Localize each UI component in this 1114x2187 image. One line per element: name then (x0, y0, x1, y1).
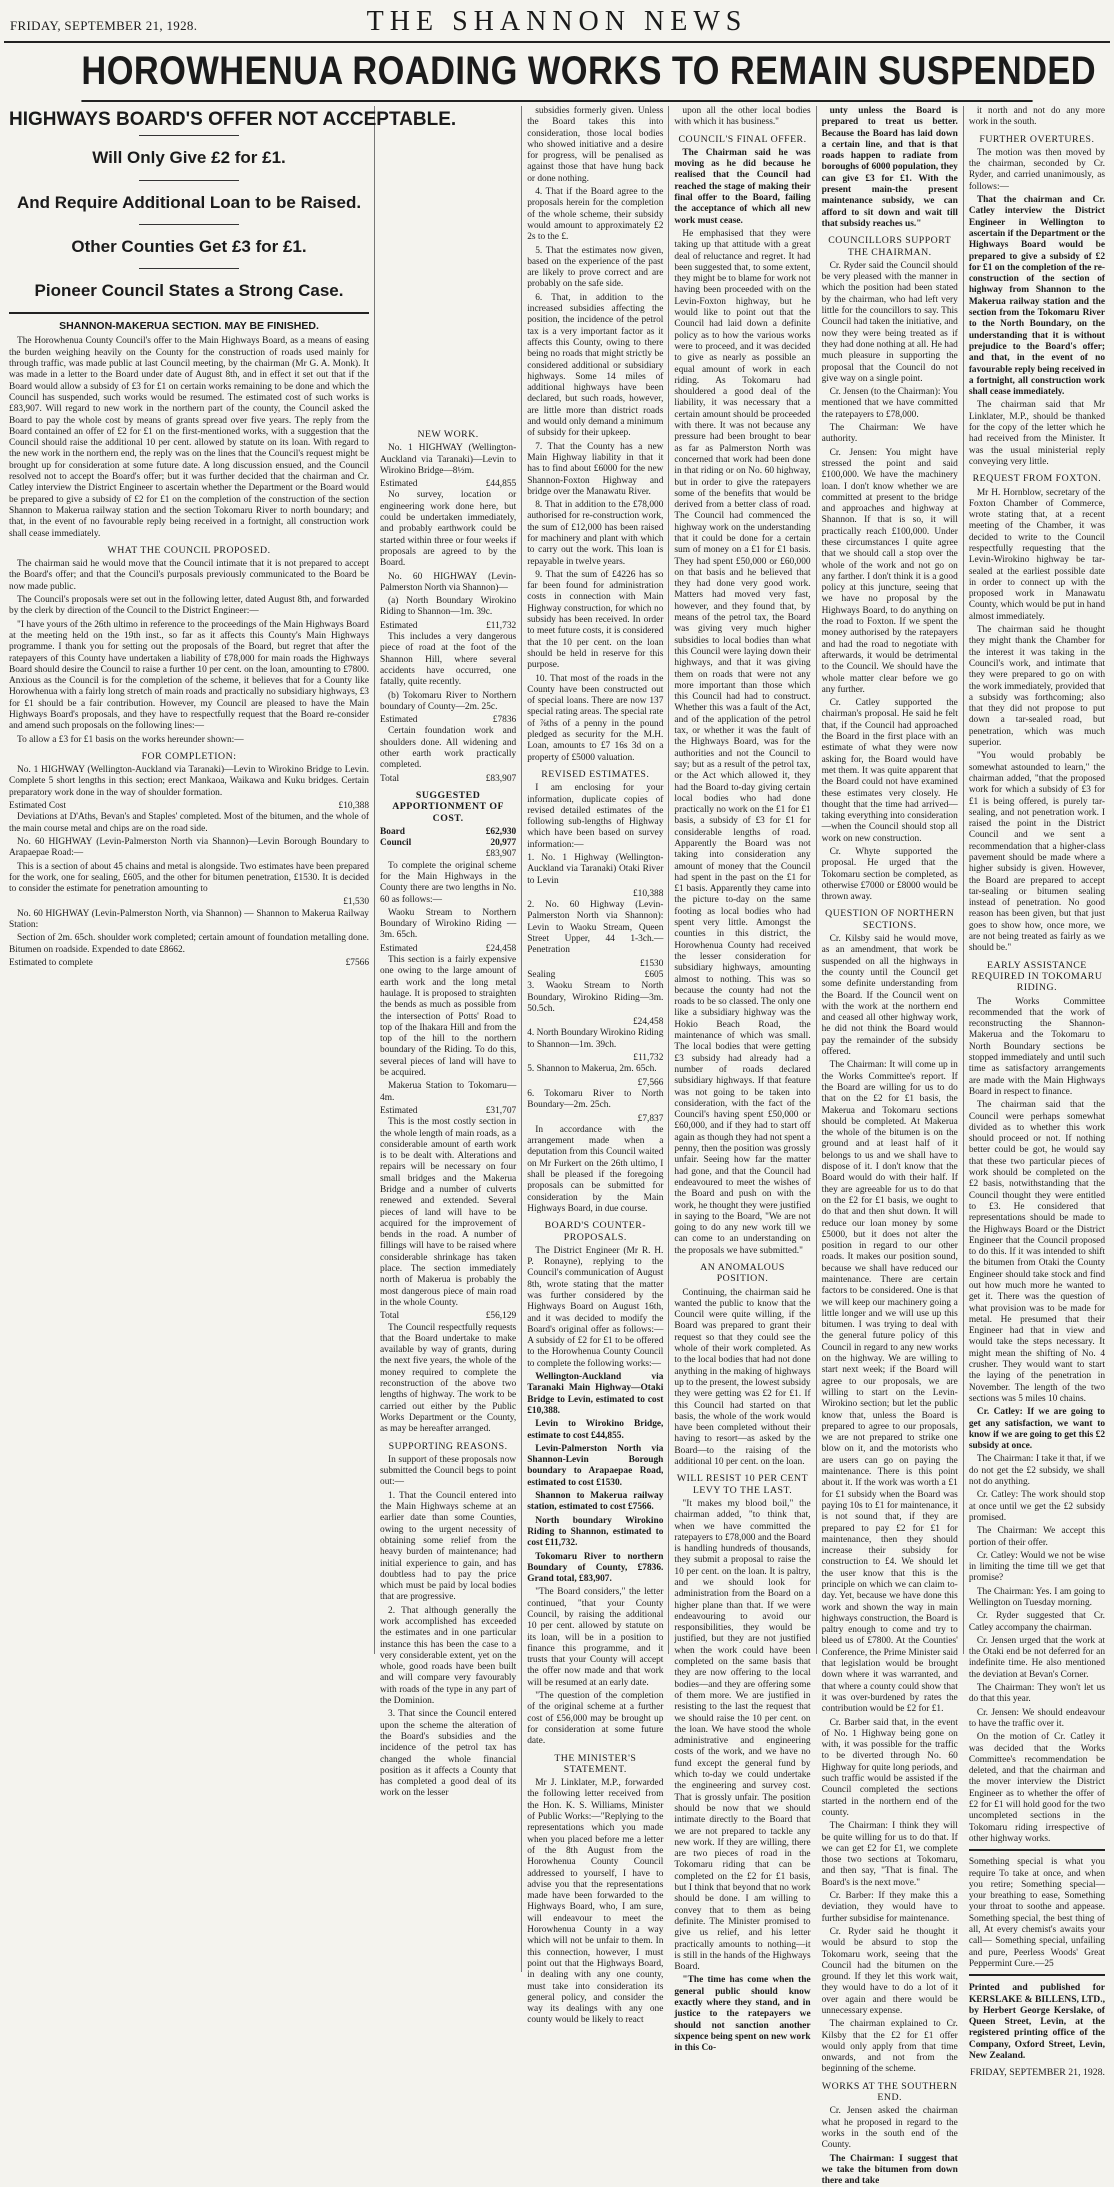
subheading: COUNCILLORS SUPPORT THE CHAIRMAN. (828, 235, 952, 258)
subheading: QUESTION OF NORTHERN SECTIONS. (825, 908, 955, 931)
estimate-row (527, 1078, 663, 1089)
estimate-row (380, 1106, 516, 1117)
subheading: AN ANOMALOUS POSITION. (700, 1261, 785, 1285)
section-rule (969, 1974, 1105, 1976)
paragraph: 5. That the estimates now given, based on the experience of the past are likely to prove correct and are probably on the safe side. (527, 245, 664, 290)
estimate-row (380, 715, 516, 726)
paragraph: Wellington-Auckland via Taranaki Main Highway—Otaki Bridge to Levin, estimated to cost £10,388. (527, 1372, 664, 1416)
paragraph: it north and not do any more work in the south. (968, 106, 1106, 128)
deck-line-3: And Require Additional Loan to be Raised. (16, 192, 362, 212)
section-rule (969, 1849, 1105, 1851)
deck-line-4: Other Counties Get £3 for £1. (71, 236, 307, 256)
paragraph: The chairman said he would move that the Council intimate that it is not prepared to accept the Board's offer; and that the Council's purposals previously communicated to the Board be now made public. (9, 559, 369, 592)
paragraph: (a) North Boundary Wirokino Riding to Shannon—1m. 39c. (380, 596, 517, 618)
paragraph: Shannon to Makerua railway station, estimated to cost £7566. (527, 1491, 664, 1513)
apportion-label: Council (380, 838, 412, 849)
subheading: SUPPORTING REASONS. (388, 1440, 508, 1452)
paragraph: Cr. Jensen: You might have stressed the point and said £100,000. We have the machinery loan. I don't know whether we are committed at present to the bridge and approaches and highway at Shannon. If that is so, it will practically reach £100,000. Under these circumstances I quite agree that we should call a stop over the whole of the work and not go on any farther. I don't think it is a good policy at this juncture, seeing that we have no proposal by the Highways Board, to do anything on the road to Foxton. If we spent the money authorised by the ratepayers and had the road to negotiate with afterwards, it would be detrimental to the Council. We should have the whole matter clear before we go any further. (821, 447, 958, 695)
headline: HOROWHENUA ROADING WORKS TO REMAIN SUSPENDED (81, 49, 1032, 102)
estimate-label: Estimated (380, 715, 418, 726)
paragraph: Cr. Jensen asked the chairman what he proposed in regard to the works in the south end of the County. (821, 2106, 958, 2151)
paragraph: This is the most costly section in the whole length of main roads, as a considerable amount of earth work is to be dealt with. Alterations and repairs will be necessary on four small bridges and the Makerua Bridge and a number of culverts renewed and extended. Several pieces of land will have to be acquired for the improvement of bends in the road. A number of fillings will have to be raised where considerable shrinkage has taken place. The section immediately north of Makerua is probably the most dangerous piece of main road in the whole County. (380, 1117, 517, 1308)
paragraph: The motion was then moved by the chairman, seconded by Cr. Ryder, and carried unanimously, as follows:— (968, 147, 1106, 192)
estimate-label: Estimated (380, 1105, 418, 1116)
paragraph: Mr H. Hornblow, secretary of the Foxton Chamber of Commerce, wrote stating that, at a recent meeting of the Chamber, it was decided to write to the Council respectfully requesting that the Levin-Wirokino highway be tar-sealed at the earliest possible date in order to connect up with the proposed work in Manawatu County, which would be put in hand almost immediately. (968, 487, 1106, 622)
total-row (380, 1311, 516, 1322)
paragraph: Section of 2m. 65ch. shoulder work completed; certain amount of foundation metalling done. Bitumen on roadside. Expended to date £8662. (9, 933, 369, 955)
paragraph: 4. That if the Board agree to the proposals herein for the completion of the whole scheme, their subsidy would amount to approximately £2 2s to the £. (527, 187, 664, 243)
estimate-item: 2. No. 60 Highway (Levin-Palmerston North via Shannon): Levin to Waoku Stream, Queen Street Upper, 44 1-3ch.—Penetration (527, 900, 664, 956)
estimate-value: £11,732 (486, 620, 517, 631)
subheading: SUGGESTED APPORTIONMENT OF COST. (392, 789, 504, 824)
section-heading: SHANNON-MAKERUA SECTION. MAY BE FINISHED. (59, 320, 319, 333)
subheading: WILL RESIST 10 PER CENT LEVY TO THE LAST. (676, 1473, 809, 1496)
estimate-label: Sealing (527, 969, 556, 980)
estimate-value: £44,855 (485, 479, 517, 490)
estimate-item: 6. Tokomaru River to North Boundary—2m. 25ch. (527, 1088, 664, 1111)
paragraph: Deviations at D'Aths, Bevan's and Staples' completed. Most of the bitumen, and the whole of the main course metal and chips are on the road side. (9, 812, 369, 834)
estimate-value: £7836 (492, 715, 517, 726)
estimate-row (9, 897, 369, 908)
paragraph: No. 60 HIGHWAY (Levin-Palmerston North, via Shannon) — Shannon to Makerua Railway Station: (9, 908, 369, 931)
paragraph: Cr. Ryder said the Council should be very pleased with the manner in which the position had been stated by the chairman, who had left very little for the councillors to say. This Council had taken the initiative, and now they were being treated as if they had done nothing at all. He had much pleasure in supporting the proposal that the Council do not give way on a single point. (821, 260, 958, 384)
subheading: EARLY ASSISTANCE REQUIRED IN TOKOMARU RIDING. (971, 959, 1103, 994)
newspaper-page (4, 4, 1110, 2187)
paragraph: 8. That in addition to the £78,000 authorised for re-construction work, the sum of £12,000 has been raised for machinery and plant with which to carry out the work. This loan is repayable in twelve years. (527, 500, 664, 567)
paragraph: Mr J. Linklater, M.P., forwarded the following letter received from the Hon. K. S. Williams, Minister of Public Works:—"Replying to the representations which you made when you placed before me a letter of the 8th August from the Horowhenua County Council addressed to yourself, I have to advise you that the representations made have been forwarded to the Highways Board, who, I am sure, will endeavour to meet the Horowhenua County in a way which will not be unfair to them. In this connection, however, I must point out that the Highways Board, in dealing with any one county, must take into consideration its general policy, and consider the way its dealings with any one county would be likely to react (527, 1778, 664, 2026)
estimate-label: Estimated (380, 479, 418, 490)
paragraph: The Chairman: It will come up in the Works Committee's report. If the Board are willing for us to do that on the £2 for £1 basis, the Makerua and Tokomaru sections should be completed. At Makerua the whole of the bitumen is on the ground and at least half of it belongs to us and we shall have to dispose of it. I don't know that the Board would do with their half. If they are agreeable for us to do that on the £2 for £1 basis, we ought to do that and then shut down. It will reduce our loan money by some £5000, but it does not alter the position in regard to our other roads. It makes our position sound, because we shall have reduced our maintenance. There are certain factors to be considered. One is that we will keep our machinery going a little longer and we will use up this bitumen. I was trying to deal with the general future policy of this Council in regard to any new works on the highway. We are willing to start next week; if the Board will agree to our proposals, we are willing to start on the Levin-Wirokino section; but let the public know that, unless the Board is prepared to agree to our proposals, we are not prepared to strike one blow on it, and the motorists who are users can go on paying the maintenance. There is this point about it. If the work was worth a £1 for £1 subsidy when the Board was paying 10s to £1 for maintenance, it is not sound that, if they are prepared to pay £2 for £1 for maintenance, then they should increase their subsidy for construction to £4. We should let the user know that this is the principle on which we can claim to-day. Yet, because we have done this work and shown the way in main highways construction, the Board is paltry enough to come and try to bleed us of £7800. At the Counties' Conference, the Prime Minister said that legislation would be brought down where it was warranted, and that where a county could show that it was over-burdened by rates the contribution would be £2 for £1. (821, 1060, 958, 1715)
paragraph: The Horowhenua County Council's offer to the Main Highways Board, as a means of easing the burden weighing heavily on the County for the construction of roads used mainly for through traffic, was made public at last Council meeting, by the chairman (Mr G. A. Monk). It was made in a letter to the Board under date of August 8th, and in effect it set out that if the Board would allow a subsidy of £3 for £1 on certain works remaining to be done and which the Council has suspended, such works would be resumed. The estimated cost of such works is £83,907. Will regard to new work in the northern part of the county, the Council asked the Board to pay the whole cost by means of grants spread over five years. The reply from the Board contained an offer of £2 for £1 on the first-mentioned works, with a suggestion that the Council should raise the additional 10 per cent. allowed by statute on its loan. With regard to the new work in the northern end, the reply was on the lines that the Council's request might be brought up for consideration at some future date. A long discussion ensued, and the Council resolved not to accept the Board's offer; but it was further decided that the chairman and Cr. Catley interview the District Engineer to ascertain whether the Department or the Board would be prepared to give a subsidy of £2 for £1 on the completion of the construction of the section Shannon to Makerua railway station and the section Tokomaru River to north boundary; and that, in the event of no favourable reply being received in a fortnight, all construction work shall cease immediately. (9, 336, 369, 539)
paragraph: The Chairman: We have authority. (821, 423, 958, 445)
apportion-sum: £83,907 (485, 849, 517, 860)
paragraph: That the chairman and Cr. Catley interview the District Engineer in Wellington to ascertain if the Department or the Highways Board would be prepared to give a subsidy of £2 for £1 on the completion of the re-construction of the section of highway from Shannon to the Makerua railway station and the section from the Tokomaru River to the North Boundary, on the understanding that it is without prejudice to the Board's offer; and that, in the event of no favourable reply being received in a fortnight, all construction work shall cease immediately. (968, 195, 1106, 398)
apportion-value: £62,930 (485, 826, 517, 837)
subheading: FURTHER OVERTURES. (979, 133, 1095, 145)
paragraph: "The question of the completion of the original scheme at a further cost of £56,000 may be brought up for consideration at some future date. (527, 1691, 664, 1747)
deck-line-5: Pioneer Council States a Strong Case. (34, 281, 344, 301)
estimate-value: £605 (644, 969, 664, 980)
estimate-row (527, 1017, 663, 1028)
paragraph: To allow a £3 for £1 basis on the works hereunder shown:— (17, 734, 244, 745)
paragraph: Cr. Catley: Would we not be wise in limiting the time till we get that promise? (968, 1550, 1106, 1584)
paragraph: The District Engineer (Mr R. H. P. Ronayne), replying to the Council's communication of August 8th, wrote stating that the matter was further considered by the Highways Board on August 16th, and it was decided to modify the Board's original offer as follows:—A subsidy of £2 for £1 to be offered to the Horowhenua County Council to complete the following works:— (527, 1245, 664, 1369)
subheading: NEW WORK. (417, 429, 479, 440)
estimate-item: 3. Waoku Stream to North Boundary, Wirokino Riding—3m. 50.5ch. (527, 981, 664, 1014)
estimate-value: £11,732 (633, 1053, 664, 1064)
advertisement: Something special is what you require To take at once, and when you retire; Something special—your breathing to ease, Something your throat to soothe and appease. Something special, the best thing of all, At every chemist's awaits your call— Something special, unfailing and pure, Peerless Woods' Great Peppermint Cure.—25 (968, 1857, 1106, 1969)
column-4 (669, 106, 816, 2054)
deck-line-1: HIGHWAYS BOARD'S OFFER NOT ACCEPTABLE. (9, 109, 457, 130)
deck-line-2: Will Only Give £2 for £1. (92, 148, 286, 168)
apportion-value: 20,977 (490, 838, 517, 849)
paragraph: Cr. Barber: If they make this a deviation, they would have to further subsidise for maintenance. (821, 1891, 958, 1924)
masthead-title: THE SHANNON NEWS (366, 6, 748, 37)
paragraph: Cr. Jensen urged that the work at the Otaki end be not deferred for an indefinite time. He also mentioned the deviation at Bevan's Corner. (968, 1635, 1106, 1680)
estimate-row (527, 970, 663, 981)
paragraph: Makerua Station to Tokomaru—4m. (380, 1081, 517, 1103)
estimate-value: £1,530 (343, 897, 369, 908)
subheading: COUNCIL'S FINAL OFFER. (678, 133, 807, 145)
paragraph: "I have yours of the 26th ultimo in reference to the proceedings of the Main Highways Board at the meeting held on the 19th inst., so far as it affects this County's Main Highways programme. I thank you for setting out the proposals of the Board, but regret that after the ratepayers of this County have undertaken a liability of £78,000 for main roads the Highways Board should desire the Council to raise a further 10 per cent. on the loan, amounting to £7800. Anxious as the Council is for the completion of the scheme, it believes that for a County like Horowhenua with a fairly long stretch of main roads and practically no subsidiary highways, £3 for £1 should be a fair contribution. However, my Council are pleased to have the Main Highways Board's proposals, and they have to respectfully request that the Board re-consider and amend such proposals on the following lines:— (9, 619, 369, 732)
paragraph: "It makes my blood boil," the chairman added, "to think that, when we have committed the ratepayers to £78,000 and the Board is handling hundreds of thousands, they submit a proposal to raise the 10 per cent. on the loan. It is paltry, and we should look for administration from the Board on a higher plane than that. If we were endeavouring to avoid our responsibilities, they would be justified, but they are not justified when the work could have been completed on the same basis that they are now offering to the local bodies—and they are offering some of them more. We are justified in resisting to the last the request that we should raise the 10 per cent. on the loan. We have stood the whole administrative and engineering costs of the work, and we have no fund except the general fund by which to-day we could undertake the engineering and survey cost. That is grossly unfair. The position should be now that we should intimate directly to the Board that we are not prepared to tackle any new work. If they are willing, there are two pieces of road in the Tokomaru riding that can be completed on the £2 for £1 basis, but I think that beyond that no work should be done. I am willing to convey that to them as being definite. The Minister promised to give us relief, and his letter practically amounts to nothing—it is still in the hands of the Highways Board. (674, 1498, 811, 1973)
paragraph: The Council respectfully requests that the Board undertake to make available by way of grants, during the next five years, the whole of the money required to complete the reconstruction of the above two lengths of highway. The work to be carried out either by the Public Works Department or the County, as may be hereafter arranged. (380, 1322, 517, 1435)
estimate-label: Estimated Cost (9, 801, 67, 812)
total-value: £83,907 (485, 773, 517, 784)
paragraph: No. 1 HIGHWAY (Wellington-Auckland via Taranaki)—Levin to Wirokino Bridge—8½m. (380, 443, 517, 476)
deck-rule (139, 180, 240, 181)
estimate-label: Estimated (380, 620, 418, 631)
total-value: £56,129 (485, 1311, 517, 1322)
paragraph: Cr. Whyte supported the proposal. He urged that the Tokomaru section be completed, as otherwise £7000 or £8000 would be thrown away. (821, 847, 958, 903)
estimate-value: £7566 (345, 957, 369, 968)
paragraph: I am enclosing for your information, duplicate copies of revised detailed estimates of the following sub-lengths of Highway which have been based on survey information:— (527, 783, 664, 850)
paragraph: Continuing, the chairman said he wanted the public to know that the Council were quite willing, if the Board was prepared to grant their request so that they could see the whole of their work completed. As to the local bodies that had not done anything in the making of highways up to the present, the lowest subsidy they were getting was £2 for £1. If this Council had started on that basis, the whole of the work would have been completed without their having to resort—as asked by the Board—to the raising of the additional 10 per cent. on the loan. (674, 1287, 811, 1468)
paragraph: 3. That since the Council entered upon the scheme the alteration of the Board's subsidies and the incidence of the petrol tax has changed the whole financial position as it affects a County that has completed a good deal of its work on the lesser (380, 1709, 517, 1799)
estimate-row (380, 621, 516, 632)
paragraph: Cr. Kilsby said he would move, as an amendment, that work be suspended on all the highways in the county until the Council get some definite understanding from the Board. If the Council went on with the work at the northern end and ceased all other highway work, he did not think the Board would pay the remainder of the subsidy offered. (821, 934, 958, 1058)
paragraph: The chairman said that the Council were perhaps somewhat divided as to whether this work should proceed or not. If nothing better could be got, he would say that these two particular pieces of work should be completed on the £2 basis, notwithstanding that the Council thought they were entitled to £3. He considered that representations should be made to the Highways Board or the District Engineer that the Council proposed to do this. If it was intended to shift the bitumen from Otaki the County Engineer should take stock and find out how much more he wanted to get it. There was the question of what provision was to be made for metal. He presumed that their Engineer had that in view and would take the steps necessary. It might mean the shifting of No. 4 crusher. They would want to start the laying of the penetration in November. The length of the two sections was 5 miles 10 chains. (968, 1100, 1106, 1404)
paragraph: The Council's proposals were set out in the following letter, dated August 8th, and forwarded by the clerk by direction of the Council to the District Engineer:— (9, 595, 369, 617)
estimate-item: 4. North Boundary Wirokino Riding to Shannon—1m. 39ch. (527, 1028, 664, 1050)
column-6 (964, 106, 1110, 2079)
deck-rule (139, 224, 240, 225)
paragraph: No. 60 HIGHWAY (Levin-Palmerston North via Shannon)— (380, 571, 517, 593)
column-5 (817, 106, 964, 2187)
footer-dateline: FRIDAY, SEPTEMBER 21, 1928. (970, 2067, 1106, 2079)
paragraph: (b) Tokomaru River to Northern boundary of County—2m. 25c. (380, 690, 517, 712)
paragraph: No survey, location or engineering work done here, but could be undertaken immediately, and probably earthwork could be started within three or four weeks if proposals are agreed to by the Board. (380, 490, 517, 569)
estimate-row (527, 1053, 663, 1064)
estimate-value: £1530 (639, 958, 664, 969)
subheading: FOR COMPLETION: (141, 750, 237, 762)
deck-rule (139, 268, 240, 269)
estimate-label: Estimated (380, 943, 418, 954)
masthead-date: FRIDAY, SEPTEMBER 21, 1928. (10, 18, 198, 33)
paragraph: Levin-Palmerston North via Shannon-Levin Borough boundary to Arapaepae Road, estimated to cost £1530. (527, 1443, 664, 1488)
estimate-value: £31,707 (485, 1105, 517, 1116)
paragraph: In accordance with the arrangement made when a deputation from this Council waited on Mr Furkert on the 26th ultimo, I shall be pleased if the foregoing proposals can be submitted for consideration by the Main Highways Board, in due course. (527, 1124, 664, 1214)
paragraph: He emphasised that they were taking up that attitude with a great deal of reluctance and regret. It had been suggested that, to some extent, they might be to blame for work not having been proceeded with on the Levin-Foxton highway, but he would like to point out that the Council had laid down a definite policy as to how the various works were to proceed, and it was decided to give as nearly as possible an equal amount of work in each riding. As Tokomaru had shouldered a good deal of the liability, it was necessary that a certain amount should be proceeded with there. It was not because any pressure had been brought to bear as far as Palmerston North was concerned that work had been done in that riding or on No. 60 highway, but in order to give the ratepayers some of the benefits that would be derived from a better class of road. The Council had commenced the highway work on the understanding that it could be done for a certain sum of money on a £1 for £1 basis. They had spent £50,000 or £60,000 on that basis and he believed that they had done very good work. Matters had moved very fast, however, and they found that, by means of the petrol tax, the Board was giving very much higher subsidies to local bodies than what this Council were laying down their highways, and that it was giving them on roads that were not any more important than those which this Council had had to construct. Whether this was a fault of the Act, and of the application of the petrol tax, or whether it was the fault of the Highways Board, was for the authorities and not the Council to say; but as a result of the petrol tax, or the Act which allowed it, they had the Board to-day giving certain local bodies who had done practically no work on the £1 for £1 basis, a subsidy of £3 for £1 for considerable lengths of road. Apparently the Board was not taking into consideration any amount of money that the Council had spent in the past on the £1 for £1 basis. Apparently they came into the picture to-day on the same footing as local bodies who had spent very little. Amongst the counties in this district, the Horowhenua County had received the lesser consideration for subsidiary highways, amounting almost to nothing. This was so because the county had not the roads to be so classed. The only one like a subsidiary highway was the Hokio Beach Road, the maintenance of which was small. The local bodies that were getting £3 subsidy had already had a number of roads declared subsidiary highways. If that feature was not going to be taken into consideration, with the fact of the Council's having spent £50,000 or £60,000, and if they had to start off again as though they had not spent a penny, then the position was grossly unfair. Seeing how far the matter had gone, and that the Council had endeavoured to meet the wishes of the Board and push on with the work, he thought they were justified in saying to the Board, "We are not going to do any new work till we can come to an understanding on the proposals we have submitted." (674, 228, 811, 1256)
estimate-value: £24,458 (485, 943, 517, 954)
estimate-value: £24,458 (632, 1017, 664, 1028)
paragraph: This section is a fairly expensive one owing to the large amount of earth work and the long metal haulage. It is proposed to straighten the bends as much as possible from the intersection of Potts' Road to top of the Ihakara Hill and from the top of the hill to the northern boundary of the Riding. To do this, several pieces of land will have to be acquired. (380, 955, 517, 1079)
paragraph: The Chairman: I think they will be quite willing for us to do that. If we can get £2 for £1, we complete those two sections at Tokomaru, and then say, "That is final. The Board's is the next move." (821, 1821, 958, 1888)
paragraph: 2. That although generally the work accomplished has exceeded the estimates and in one particular instance this has been the case to a very considerable extent, yet on the whole, good roads have been built and will compare very favourably with roads of the type in any part of the Dominion. (380, 1605, 517, 1707)
paragraph: Cr. Catley: The work should stop at once until we get the £2 subsidy promised. (968, 1490, 1106, 1523)
estimate-value: £7,837 (637, 1113, 664, 1124)
total-label: Total (380, 773, 400, 784)
paragraph: The Chairman said he was moving as he did because he realised that the Council had reached the stage of making their final offer to the Board, failing the acceptance of which all new work must cease. (674, 147, 811, 226)
total-label: Total (380, 1311, 400, 1322)
paragraph: Certain foundation work and shoulders done. All widening and other earth work practically completed. (380, 726, 517, 771)
paragraph: Tokomaru River to northern Boundary of County, £7836. Grand total, £83,907. (527, 1551, 664, 1585)
apportion-sum-row (380, 849, 516, 860)
paragraph: The chairman explained to Cr. Kilsby that the £2 for £1 offer would only apply from that time onwards, and not from the beginning of the scheme. (821, 2019, 958, 2075)
section-rule (9, 312, 369, 314)
paragraph: On the motion of Cr. Catley it was decided that the Works Committee's recommendation be deleted, and that the chairman and the mover interview the District Engineer as to whether the offer of £2 for £1 will hold good for the two uncompleted sections in the Tokomaru riding irrespective of other highway works. (968, 1732, 1106, 1844)
paragraph: The chairman said that Mr Linklater, M.P., should be thanked for the copy of the letter which he had received from the Minister. It was the usual ministerial reply conveying very little. (968, 400, 1106, 467)
column-2 (375, 106, 522, 1972)
estimate-value: £10,388 (632, 888, 664, 899)
paragraph: No. 60 HIGHWAY (Levin-Palmerston North via Shannon)—Levin Borough Boundary to Arapaepae Road:— (9, 836, 369, 859)
estimate-row (9, 801, 369, 812)
paragraph: Cr. Catley: If we are going to get any satisfaction, we want to know if we are going to get this £2 subsidy at once. (968, 1407, 1106, 1452)
estimate-row (527, 1114, 663, 1125)
estimate-item: 1. No. 1 Highway (Wellington-Auckland via Taranaki) Otaki River to Levin (527, 853, 664, 886)
paragraph: 7. That the County has a new Main Highway liability in that it has to find about £6000 for the new Shannon-Foxton Highway and bridge over the Manawatu River. (527, 441, 664, 497)
paragraph: Cr. Ryder said he thought it would be absurd to stop the Tokomaru work, seeing that the Council had the bitumen on the ground. If they let this work wait, they would have to do a lot of it over again and there would be unnecessary expense. (821, 1926, 958, 2016)
apportion-row (380, 838, 516, 849)
paragraph: Cr. Ryder suggested that Cr. Catley accompany the chairman. (968, 1611, 1106, 1633)
subheading: WHAT THE COUNCIL PROPOSED. (107, 544, 271, 556)
estimate-row (9, 958, 369, 969)
paragraph: The Chairman: I suggest that we take the bitumen from down there and take (821, 2153, 958, 2187)
paragraph: 9. That the sum of £4226 has so far been found for administration costs in connection with Main Highway construction, for which no subsidy has been received. In order to meet future costs, it is considered that the 10 per cent. on the loan should be held in reserve for this purpose. (527, 569, 664, 671)
paragraph: 10. That most of the roads in the County have been constructed out of special loans. There are now 137 special rating areas. The special rate of ⅞ths of a penny in the pound pledged as security for the M.H. Loan, amounts to £7 16s 3d on a property of £5000 valuation. (527, 673, 664, 763)
paragraph: Cr. Catley supported the chairman's proposal. He said he felt that, if the Council had approached the Board in the first place with an estimate of what they were now asking for, the Board would have met them. It was quite apparent that the Board could not have examined these estimates very closely. He thought that the time had arrived—taking everything into consideration—when the Council should stop all work on new construction. (821, 698, 958, 844)
paragraph: Levin to Wirokino Bridge, estimate to cost £44,855. (527, 1419, 664, 1441)
imprint: Printed and published for KERSLAKE & BILLENS, LTD., by Herbert George Kerslake, of Queen Street, Levin, at the registered printing office of the Company, Oxford Street, Levin, New Zealand. (968, 1982, 1106, 2061)
paragraph: The Works Committee recommended that the work of reconstructing the Shannon-Makerua and the Tokomaru to North Boundary sections be stopped immediately and until such time as satisfactory arrangements are made with the Main Highways Board in respect to finance. (968, 996, 1106, 1097)
paragraph: The Chairman: We accept this portion of their offer. (968, 1526, 1106, 1548)
deck (9, 109, 457, 301)
paragraph: "You would probably be somewhat astounded to learn," the chairman added, "that the proposed work for which a subsidy of £3 for £1 is being offered, is purely tar-sealing, and not penetration work. I raised the point in the District Council and we sent a recommendation that a higher-class pavement should be made where a higher subsidy is given. However, the Board are prepared to accept tar-sealing or bitumen sealing instead of penetration. No good reason has been given, but that just goes to show how, once more, we are not being treated as fairly as we should be." (968, 751, 1106, 954)
masthead (4, 4, 1110, 43)
paragraph: upon all the other local bodies with which it has business." (674, 106, 811, 128)
paragraph: The Chairman: I take it that, if we do not get the £2 subsidy, we shall not do anything. (968, 1454, 1106, 1488)
total-row (380, 774, 516, 785)
estimate-row (380, 944, 516, 955)
paragraph: Cr. Jensen (to the Chairman): You mentioned that we have committed the ratepayers to £78,000. (821, 387, 958, 420)
subheading: THE MINISTER'S STATEMENT. (554, 1752, 637, 1775)
subheading: WORKS AT THE SOUTHERN END. (821, 2080, 958, 2104)
paragraph: Waoku Stream to Northern Boundary of Wirokino Riding —3m. 65ch. (380, 907, 517, 941)
paragraph: 1. That the Council entered into the Main Highways scheme at an earlier date than some Counties, owing to the urgent necessity of obtaining some relief from the heavy burden of maintenance; had initial experience to gain, and has doubtless had to pay the price which must be paid by local bodies that are progressive. (380, 1490, 517, 1603)
article-columns (4, 106, 1110, 2187)
paragraph: unty unless the Board is prepared to treat us better. Because the Board has laid down a certain line, and that is that roads happen to radiate from boroughs of 6000 population, they can give £3 for £1. With the present main-the present maintenance subsidy, we can afford to sit down and wait till that subsidy reaches us." (821, 106, 958, 229)
paragraph: Cr. Barber said that, in the event of No. 1 Highway being gone on with, it was possible for the traffic to be diverted through No. 60 Highway for quite long periods, and such traffic would be assisted if the Council completed the sections started in the northern end of the county. (821, 1717, 958, 1818)
estimate-label: Estimated to complete (9, 957, 93, 968)
apportion-label: Board (380, 826, 406, 837)
paragraph: "The Board considers," the letter continued, "that your County Council, by raising the additional 10 per cent. allowed by statute on its loan, will be in a position to finance this programme, and it trusts that your County will accept the offer now made and that work will be resumed at an early date. (527, 1587, 664, 1688)
paragraph: North boundary Wirokino Riding to Shannon, estimated to cost £11,732. (527, 1515, 664, 1549)
estimate-value: £10,388 (338, 801, 369, 812)
paragraph: No. 1 HIGHWAY (Wellington-Auckland via Taranaki)—Levin to Wirokino Bridge to Levin. Complete 5 short lengths in this section; erect Mankaoa, Waikawa and Kuku bridges. Certain preparatory work done in the way of shoulder formation. (9, 765, 369, 798)
subheading: REVISED ESTIMATES. (541, 768, 650, 780)
estimate-row (527, 889, 663, 900)
paragraph: This includes a very dangerous piece of road at the foot of the Shannon Hill, where several accidents have occurred, one fatally, quite recently. (380, 632, 517, 688)
subheading: BOARD'S COUNTER-PROPOSALS. (544, 1220, 647, 1243)
paragraph: 6. That, in addition to the increased subsidies affecting the position, the incidence of the petrol tax is a very important factor as it affects this County, owing to there being no roads that might strictly be considered additional or subsidiary highways. Some 14 miles of additional highways have been declared, but such roads, however, are little more than district roads and would only demand a minimum of subsidy for their upkeep. (527, 292, 664, 439)
paragraph: Cr. Jensen: We should endeavour to have the traffic over it. (968, 1707, 1106, 1729)
paragraph: The Chairman: Yes. I am going to Wellington on Tuesday morning. (968, 1586, 1106, 1608)
column-3 (522, 106, 669, 2026)
estimate-value: £7,566 (637, 1077, 664, 1088)
subheading: REQUEST FROM FOXTON. (972, 473, 1102, 485)
paragraph: To complete the original scheme for the Main Highways in the County there are two lengths in No. 60 as follows:— (380, 860, 517, 905)
paragraph: In support of these proposals now submitted the Council begs to point out:— (380, 1454, 517, 1488)
apportion-row (380, 827, 516, 838)
paragraph: This is a section of about 45 chains and metal is alongside. Two estimates have been prepared for the work, one for sealing, £605, and the other for bitumen penetration, £1530. It is decided to consider the estimate for penetration amounting to (9, 861, 369, 895)
paragraph: "The time has come when the general public should know exactly where they stand, and in justice to the ratepayers we should not sanction another sixpence being spent on new work in this Co- (674, 1975, 811, 2054)
estimate-row (527, 959, 663, 970)
paragraph: The chairman said he thought they might thank the Chamber for the interest it was taking in the Council's work, and intimate that they were prepared to go on with the work immediately, provided that a subsidy was forthcoming; also that they did not propose to put down a tar-sealed road, but penetration, which was much superior. (968, 625, 1106, 749)
paragraph: subsidies formerly given. Unless the Board takes this into consideration, those local bodies who showed initiative and a desire for progress, will be penalised as against those that have hung back or done nothing. (527, 106, 664, 184)
estimate-row (380, 479, 516, 490)
estimate-item: 5. Shannon to Makerua, 2m. 65ch. (527, 1064, 657, 1075)
paragraph: The Chairman: They won't let us do that this year. (968, 1683, 1106, 1705)
deck-rule (139, 135, 240, 136)
